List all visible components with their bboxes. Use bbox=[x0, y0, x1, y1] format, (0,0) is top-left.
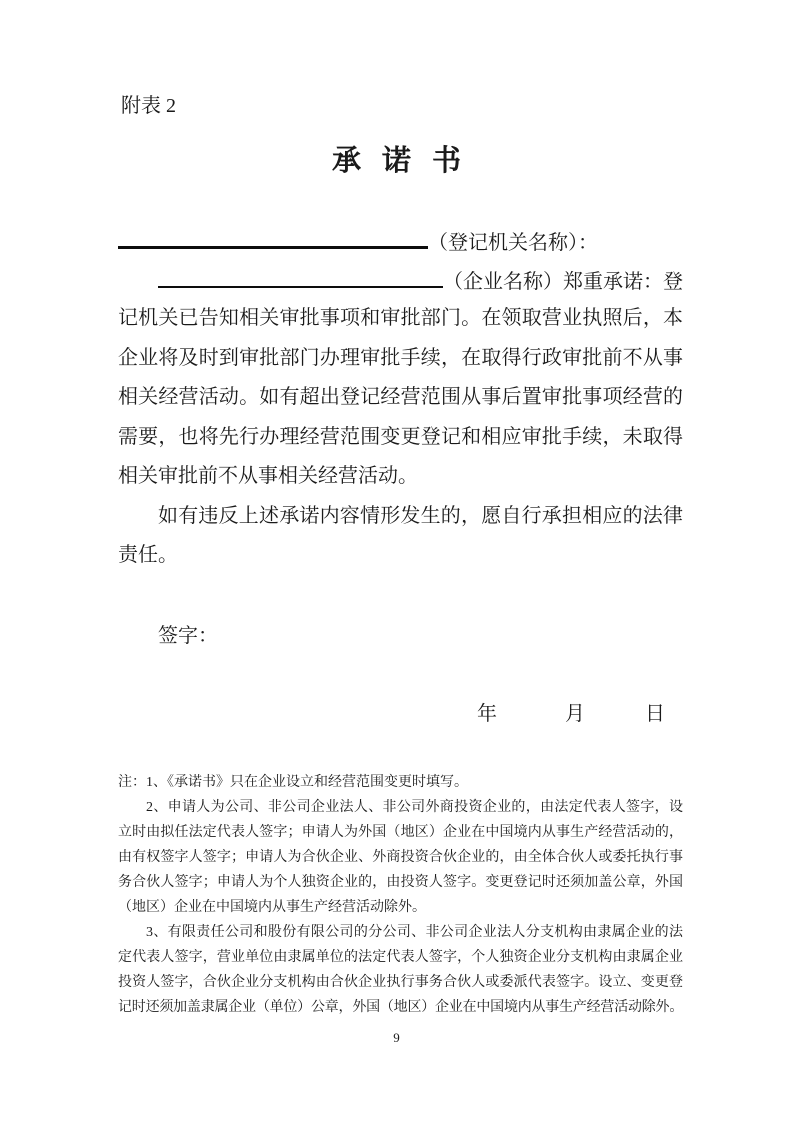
note-line: 立时由拟任法定代表人签字；申请人为外国（地区）企业在中国境内从事生产经营活动的， bbox=[118, 825, 683, 840]
enterprise-name-label: （企业名称）郑重承诺：登 bbox=[443, 270, 683, 293]
note-line: 3、有限责任公司和股份有限公司的分公司、非公司企业法人分支机构由隶属企业的法 bbox=[146, 925, 683, 940]
note-line: 务合伙人签字；申请人为个人独资企业的，由投资人签字。变更登记时还须加盖公章，外国 bbox=[118, 875, 683, 890]
body-line: 相关审批前不从事相关经营活动。 bbox=[118, 465, 418, 487]
note-line: 投资人签字，合伙企业分支机构由合伙企业执行事务合伙人或委派代表签字。设立、变更登 bbox=[118, 975, 683, 990]
note-line: 2、申请人为公司、非公司企业法人、非公司外商投资企业的，由法定代表人签字，设 bbox=[146, 800, 683, 815]
note-line: 定代表人签字，营业单位由隶属单位的法定代表人签字，个人独资企业分支机构由隶属企业 bbox=[118, 950, 683, 965]
body-line: 相关经营活动。如有超出登记经营范围从事后置审批事项经营的 bbox=[118, 386, 683, 408]
appendix-label: 附表 2 bbox=[121, 95, 176, 117]
note-line: 注：1、《承诺书》只在企业设立和经营范围变更时填写。 bbox=[118, 775, 468, 790]
body-line: 记机关已告知相关审批事项和审批部门。在领取营业执照后，本 bbox=[118, 307, 683, 329]
date-line bbox=[0, 701, 793, 731]
note-line: （地区）企业在中国境内从事生产经营活动除外。 bbox=[118, 900, 426, 915]
page-number: 9 bbox=[393, 1030, 400, 1045]
body-line: 需要，也将先行办理经营范围变更登记和相应审批手续，未取得 bbox=[118, 425, 683, 448]
document-title bbox=[0, 143, 793, 179]
commitment-body bbox=[118, 220, 683, 576]
note-line: 记时还须加盖隶属企业（单位）公章，外国（地区）企业在中国境内从事生产经营活动除外。 bbox=[118, 1000, 683, 1015]
registration-authority-line bbox=[118, 220, 683, 260]
document-title-text: 承诺书 bbox=[331, 145, 482, 177]
body-line: 企业将及时到审批部门办理审批手续，在取得行政审批前不从事 bbox=[118, 346, 683, 369]
body-line: 责任。 bbox=[118, 544, 178, 566]
date-year-label: 年 bbox=[477, 703, 497, 725]
date-month-label: 月 bbox=[565, 703, 585, 725]
notes-section bbox=[118, 770, 683, 1020]
registration-authority-blank-field bbox=[118, 220, 428, 249]
signature-label: 签字： bbox=[158, 625, 218, 647]
enterprise-name-blank-field bbox=[158, 260, 443, 288]
date-day-label: 日 bbox=[645, 703, 665, 725]
note-line: 由有权签字人签字；申请人为合伙企业、外商投资合伙企业的，由全体合伙人或委托执行事 bbox=[118, 850, 683, 865]
enterprise-name-line bbox=[118, 260, 683, 300]
registration-authority-label: （登记机关名称）： bbox=[428, 232, 598, 254]
body-line: 如有违反上述承诺内容情形发生的，愿自行承担相应的法律 bbox=[158, 504, 683, 527]
